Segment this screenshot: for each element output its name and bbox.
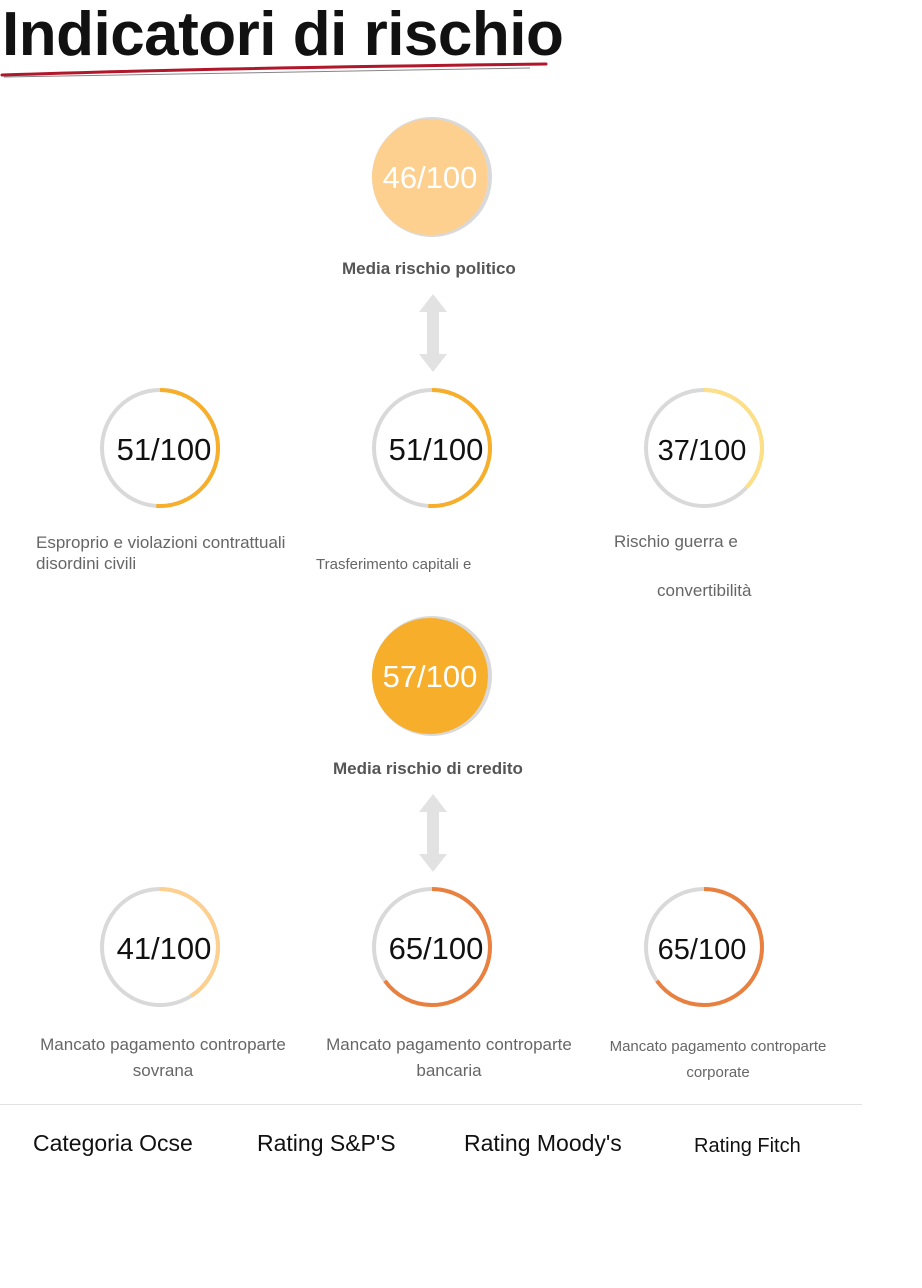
risk-label-line: Rischio guerra e (614, 532, 738, 551)
label-line: sovrana (132, 1061, 194, 1080)
rating-moodys: Rating Moody's (464, 1130, 622, 1156)
label-line: Esproprio e violazioni contrattuali (36, 533, 286, 552)
risk-gauge (370, 885, 494, 1009)
risk-gauge (98, 386, 222, 510)
risk-label (316, 556, 471, 574)
summary-label-political: Media rischio politico (342, 259, 516, 278)
summary-value-political: 46/100 (382, 160, 478, 195)
label-line: Trasferimento capitali e (316, 556, 472, 573)
gauge-value: 51/100 (116, 432, 212, 467)
summary-value-credit: 57/100 (382, 659, 478, 694)
risk-gauge (642, 885, 766, 1009)
risk-gauge (642, 386, 766, 510)
summary-gauge-political (370, 115, 494, 239)
risk-label (36, 532, 285, 574)
page-title: Indicatori di rischio (2, 0, 564, 69)
gauge-value: 51/100 (388, 432, 484, 467)
risk-label-line: convertibilità (657, 581, 752, 600)
rating-sp: Rating S&P'S (257, 1130, 396, 1156)
title-underline (0, 58, 560, 82)
label-line: bancaria (416, 1061, 482, 1080)
label-line: disordini civili (36, 554, 137, 573)
summary-gauge-credit (370, 614, 494, 738)
double-arrow-icon (418, 292, 448, 374)
risk-label (595, 1034, 841, 1086)
label-line: Mancato pagamento controparte (40, 1035, 286, 1054)
label-line: Mancato pagamento controparte (609, 1038, 827, 1055)
label-line: Mancato pagamento controparte (326, 1035, 572, 1054)
summary-label-credit: Media rischio di credito (333, 759, 523, 778)
risk-label (310, 1032, 588, 1084)
double-arrow-icon (418, 792, 448, 874)
section-divider (0, 1104, 862, 1105)
label-line: corporate (686, 1064, 750, 1081)
rating-ocse: Categoria Ocse (33, 1130, 193, 1156)
risk-gauge (370, 386, 494, 510)
rating-fitch: Rating Fitch (694, 1135, 801, 1157)
risk-label (24, 1032, 302, 1084)
gauge-value: 37/100 (657, 435, 747, 467)
gauge-value: 65/100 (388, 931, 484, 966)
gauge-value: 65/100 (657, 934, 747, 966)
gauge-value: 41/100 (116, 931, 212, 966)
risk-gauge (98, 885, 222, 1009)
